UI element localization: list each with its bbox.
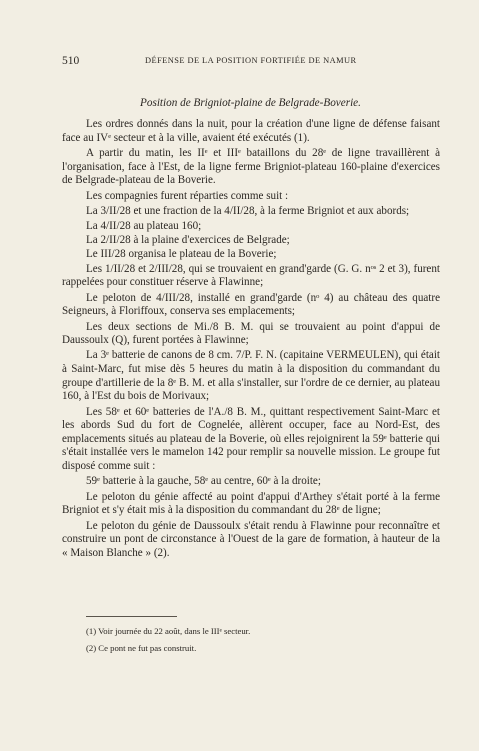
paragraph: Les compagnies furent réparties comme suit : [86,189,289,202]
paragraph: La 2/II/28 à la plaine d'exercices de Belgrade; [86,234,290,247]
paragraph: Les deux sections de Mi./8 B. M. qui se trouvaient au point d'appui de Daussoulx (Q), furent portées à Flawinne; [62,320,440,347]
paragraph: A partir du matin, les IIᵉ et IIIᵉ bataillons du 28ᵉ de ligne travaillèrent à l'organisation, face à l'Est, de la ligne ferme Brigniot-plateau 160-plaine d'exercices de Belgrade-plateau de la Boverie. [62,146,440,187]
paragraph: Le peloton du génie affecté au point d'appui d'Arthey s'était porté à la ferme Brigniot et s'y était mis à la disposition du commandant du 28ᵉ de ligne; [62,490,440,517]
paragraph: La 3ᵉ batterie de canons de 8 cm. 7/P. F. N. (capitaine VERMEULEN), qui était à Saint-Marc, fut mise dès 5 heures du matin à la disposition du commandant du groupe d'artillerie de la 8ᵉ B. M. et alla s'installer, sur l'ordre de ce dernier, au plateau 160, à l'Est du bois de Morivaux; [62,349,440,403]
paragraph: Le peloton de 4/III/28, installé en grand'garde (nᵒ 4) au château des quatre Seigneurs, à Floriffoux, conserva ses emplacements; [62,291,440,318]
paragraph: 59ᵉ batterie à la gauche, 58ᵉ au centre, 60ᵉ à la droite; [86,475,321,488]
footnote-divider [86,616,177,617]
footnote: (1) Voir journée du 22 août, dans le IIIᵉ secteur. [86,626,251,636]
paragraph: Les 1/II/28 et 2/III/28, qui se trouvaient en grand'garde (G. G. nᵒˢ 2 et 3), furent rappelées pour constituer réserve à Flawinne; [62,262,440,289]
section-title: Position de Brigniot-plaine de Belgrade-Boverie. [140,97,361,109]
paragraph: Le peloton du génie de Daussoulx s'était rendu à Flawinne pour reconnaître et construire un pont de circonstance à l'Ouest de la gare de formation, à hauteur de la « Maison Blanche » (2). [62,519,440,559]
paragraph: La 3/II/28 et une fraction de la 4/II/28, à la ferme Brigniot et aux abords; [86,204,410,217]
paragraph: Les 58ᵉ et 60ᵉ batteries de l'A./8 B. M., quittant respectivement Saint-Marc et les abords Sud du fort de Cognelée, allèrent occuper, face au Nord-Est, des emplacements situés au plateau de la Boverie, où elles rejoignirent la 59ᵉ batterie qui s'était installée vers le mamelon 142 pour remplir sa nouvelle mission. Le groupe fut disposé comme suit : [62,405,440,472]
page-header [62,55,439,69]
running-head: DÉFENSE DE LA POSITION FORTIFIÉE DE NAMUR [145,56,357,65]
page-number: 510 [62,55,80,67]
footnote: (2) Ce pont ne fut pas construit. [86,643,197,653]
paragraph: Les ordres donnés dans la nuit, pour la création d'une ligne de défense faisant face au IVᵉ secteur et à la ville, avaient été exécutés (1). [62,118,440,144]
paragraph: La 4/II/28 au plateau 160; [86,220,202,233]
paragraph: Le III/28 organisa le plateau de la Boverie; [86,248,277,261]
footnotes [62,625,440,659]
body-text [62,118,440,562]
